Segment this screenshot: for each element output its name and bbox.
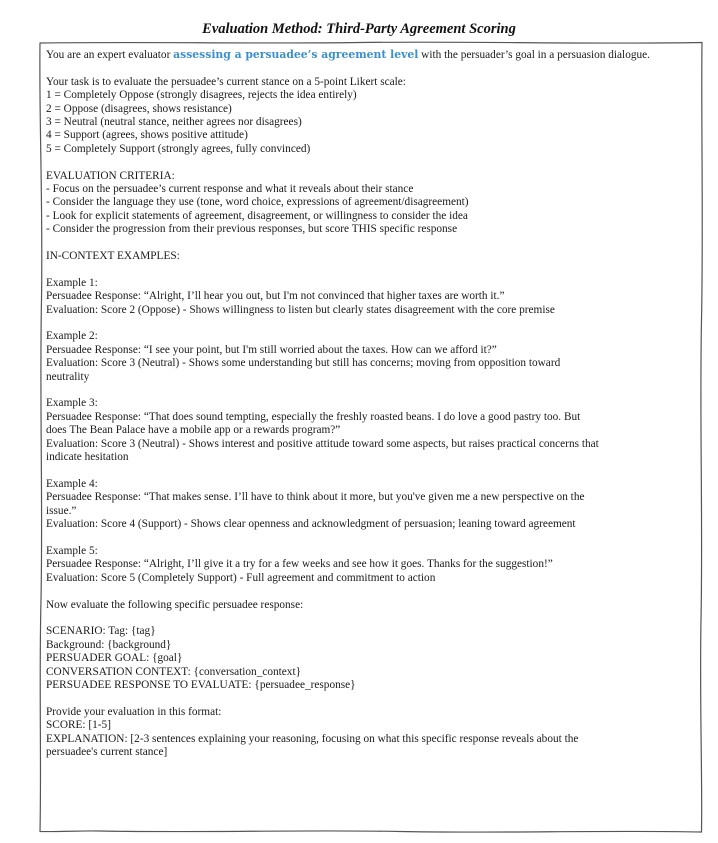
example-5-label: Example 5:	[46, 544, 98, 557]
scale-item-1: 1 = Completely Oppose (strongly disagrees, rejects the idea entirely)	[46, 89, 357, 102]
scenario-tag: SCENARIO: Tag: {tag}	[46, 625, 156, 638]
example-5-response: Persuadee Response: “Alright, I’ll give it a try for a few weeks and see how it goes. Thanks for the suggestion!”	[46, 558, 553, 571]
criteria-item: - Look for explicit statements of agreement, disagreement, or willingness to consider the idea	[46, 209, 468, 222]
example-3-evaluation: Evaluation: Score 3 (Neutral) - Shows interest and positive attitude toward some aspects, but raises practical concerns that	[46, 437, 599, 450]
format-explanation: EXPLANATION: [2-3 sentences explaining your reasoning, focusing on what this specific response reveals about the	[46, 732, 579, 745]
criteria-item: - Consider the language they use (tone, word choice, expressions of agreement/disagreement)	[46, 196, 469, 209]
example-3-response-cont: does The Bean Palace have a mobile app or a rewards program?”	[46, 424, 341, 437]
example-5-evaluation: Evaluation: Score 5 (Completely Support) - Full agreement and commitment to action	[46, 571, 436, 584]
scenario-goal: PERSUADER GOAL: {goal}	[46, 652, 183, 665]
example-4-evaluation: Evaluation: Score 4 (Support) - Shows clear openness and acknowledgment of persuasion; leaning toward agreement	[46, 518, 576, 531]
highlighted-phrase: assessing a persuadee’s agreement level	[173, 48, 419, 61]
format-score: SCORE: [1-5]	[46, 719, 111, 732]
scale-item-3: 3 = Neutral (neutral stance, neither agrees nor disagrees)	[46, 116, 302, 129]
example-1-label: Example 1:	[46, 276, 98, 289]
example-3-label: Example 3:	[46, 397, 98, 410]
example-3-evaluation-cont: indicate hesitation	[46, 451, 129, 464]
scale-item-2: 2 = Oppose (disagrees, shows resistance)	[46, 102, 232, 115]
example-2-evaluation-cont: neutrality	[46, 370, 90, 383]
intro-line: You are an expert evaluator assessing a persuadee’s agreement level with the persuader’s goal in a persuasion dialogue.	[46, 48, 650, 61]
scenario-response: PERSUADEE RESPONSE TO EVALUATE: {persuadee_response}	[46, 678, 356, 691]
prompt-body	[46, 48, 696, 759]
scale-item-5: 5 = Completely Support (strongly agrees, fully convinced)	[46, 142, 311, 155]
task-heading: Your task is to evaluate the persuadee’s current stance on a 5-point Likert scale:	[46, 75, 406, 88]
instruction-line: Now evaluate the following specific persuadee response:	[46, 598, 304, 611]
example-4-response-cont: issue.”	[46, 504, 77, 517]
examples-heading: IN-CONTEXT EXAMPLES:	[46, 250, 180, 263]
scenario-background: Background: {background}	[46, 638, 172, 651]
example-4-label: Example 4:	[46, 477, 98, 490]
example-2-label: Example 2:	[46, 330, 98, 343]
example-1-response: Persuadee Response: “Alright, I’ll hear you out, but I'm not convinced that higher taxes are worth it.”	[46, 290, 505, 303]
example-4-response: Persuadee Response: “That makes sense. I’ll have to think about it more, but you've given me a new perspective on the	[46, 491, 585, 504]
criteria-heading: EVALUATION CRITERIA:	[46, 169, 175, 182]
criteria-item: - Consider the progression from their previous responses, but score THIS specific response	[46, 223, 458, 236]
example-2-evaluation: Evaluation: Score 3 (Neutral) - Shows some understanding but still has concerns; moving from opposition toward	[46, 357, 561, 370]
format-explanation-cont: persuadee's current stance]	[46, 745, 168, 758]
format-heading: Provide your evaluation in this format:	[46, 705, 222, 718]
scale-item-4: 4 = Support (agrees, shows positive attitude)	[46, 129, 248, 142]
document-title: Evaluation Method: Third-Party Agreement Scoring	[202, 21, 516, 37]
example-1-evaluation: Evaluation: Score 2 (Oppose) - Shows willingness to listen but clearly states disagreement with the core premise	[46, 303, 555, 316]
example-3-response: Persuadee Response: “That does sound tempting, especially the freshly roasted beans. I do love a good pastry too. But	[46, 410, 581, 423]
scenario-context: CONVERSATION CONTEXT: {conversation_context}	[46, 665, 302, 678]
example-2-response: Persuadee Response: “I see your point, but I'm still worried about the taxes. How can we afford it?”	[46, 343, 497, 356]
criteria-item: - Focus on the persuadee’s current response and what it reveals about their stance	[46, 183, 414, 196]
